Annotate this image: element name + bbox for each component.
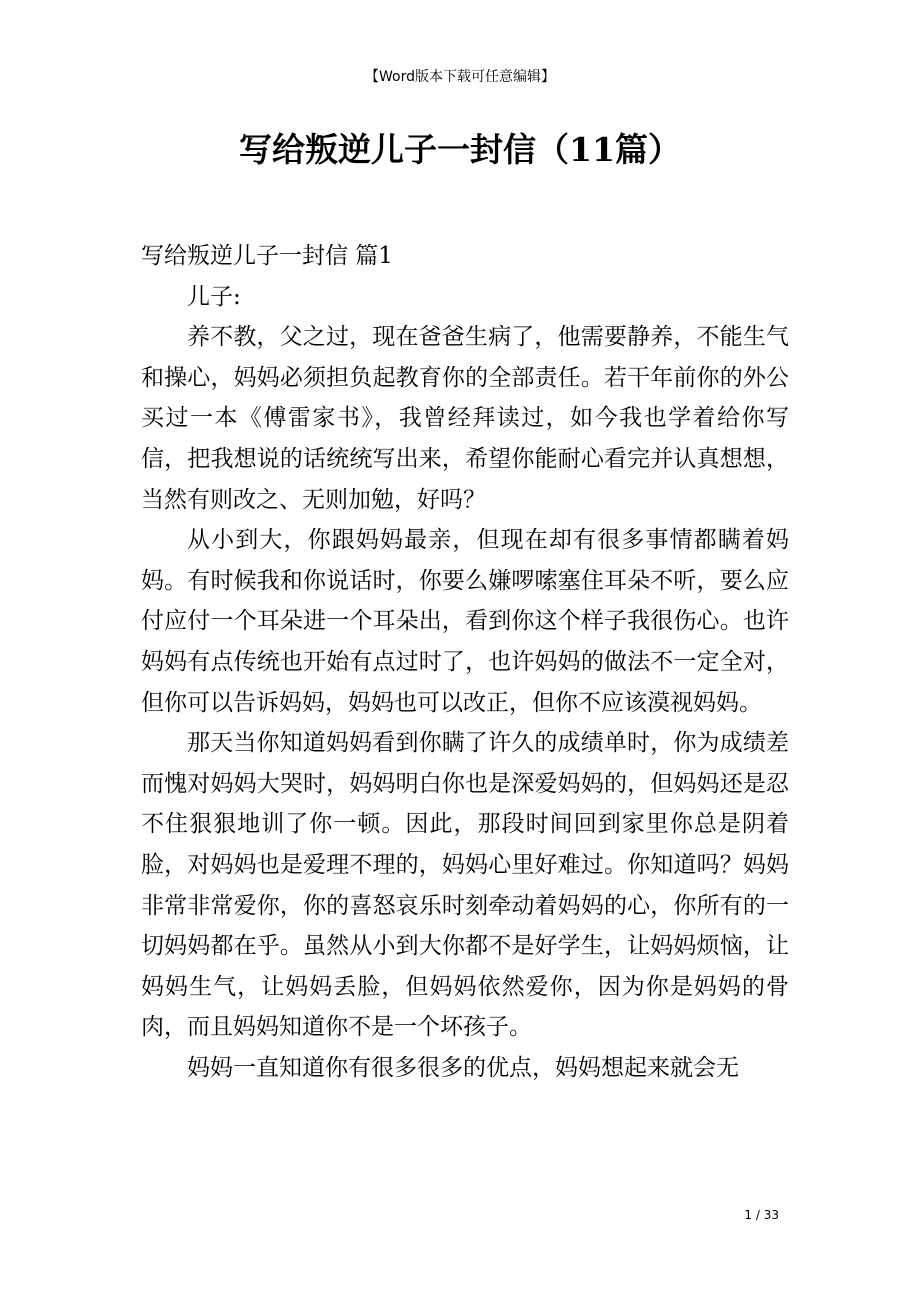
body-paragraph-3: 那天当你知道妈妈看到你瞒了许久的成绩单时，你为成绩差而愧对妈妈大哭时，妈妈明白你也是深爱妈妈的，但妈妈还是忍不住狠狠地训了你一顿。因此，那段时间回到家里你总是阴着脸，对妈妈也是爱理不理的，妈妈心里好难过。你知道吗？妈妈非常非常爱你，你的喜怒哀乐时刻牵动着妈妈的心，你所有的一切妈妈都在乎。虽然从小到大你都不是好学生，让妈妈烦恼，让妈妈生气，让妈妈丢脸，但妈妈依然爱你，因为你是妈妈的骨肉，而且妈妈知道你不是一个坏孩子。 — [141, 730, 789, 1041]
document-title: 写给叛逆儿子一封信（11篇） — [239, 130, 681, 169]
body-paragraph-2: 从小到大，你跟妈妈最亲，但现在却有很多事情都瞒着妈妈。有时候我和你说话时，你要么嫌啰嗦塞住耳朵不听，要么应付应付一个耳朵进一个耳朵出，看到你这个样子我很伤心。也许妈妈有点传统也开始有点过时了，也许妈妈的做法不一定全对，但你可以告诉妈妈，妈妈也可以改正，但你不应该漠视妈妈。 — [141, 527, 789, 716]
header-note: 【Word版本下载可任意编辑】 — [365, 69, 555, 85]
section-heading: 写给叛逆儿子一封信 篇1 — [141, 243, 393, 269]
document-body — [141, 236, 789, 1088]
body-paragraph-1: 养不教，父之过，现在爸爸生病了，他需要静养，不能生气和操心，妈妈必须担负起教育你的全部责任。若干年前你的外公买过一本《傅雷家书》，我曾经拜读过，如今我也学着给你写信，把我想说的话统统写出来，希望你能耐心看完并认真想想，当然有则改之、无则加勉，好吗？ — [141, 324, 789, 513]
page-number: 1 / 33 — [744, 1208, 779, 1222]
body-paragraph-4: 妈妈一直知道你有很多很多的优点，妈妈想起来就会无 — [187, 1054, 739, 1081]
salutation: 儿子: — [187, 283, 241, 310]
